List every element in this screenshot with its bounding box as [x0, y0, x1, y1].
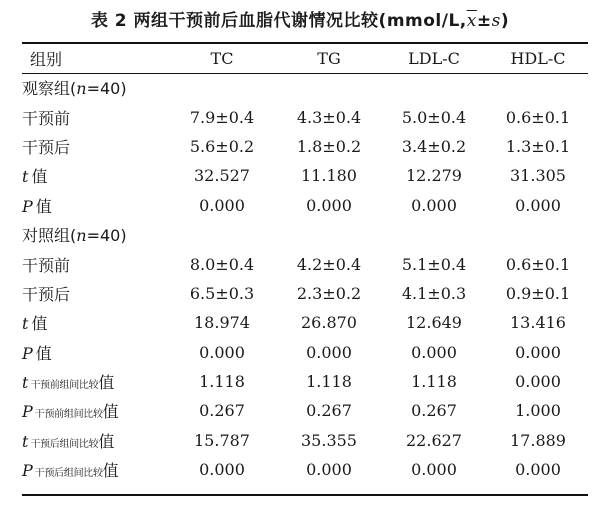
comparison-label-text: 值: [102, 402, 119, 422]
cell-ldl-c: 4.1±0.3: [401, 283, 467, 303]
stat-symbol: P: [22, 196, 33, 216]
group-row: [22, 220, 588, 249]
stat-symbol: t: [22, 314, 29, 334]
table-row: [22, 191, 588, 220]
caption-sd-symbol: s: [491, 11, 501, 31]
row-label-text: 干预前: [22, 108, 71, 128]
caption-close: ): [500, 11, 510, 31]
bottom-rule: [22, 494, 588, 496]
table-row: [22, 308, 588, 337]
cell-hdl-c: 0.000: [515, 342, 561, 362]
group-label: 观察组(n=40): [22, 79, 127, 99]
group-n-value: =40: [86, 226, 121, 246]
table-row: [22, 161, 588, 190]
stat-symbol: t: [22, 373, 29, 393]
row-label-text: 干预后: [22, 137, 71, 157]
cell-tg: 0.000: [306, 195, 352, 215]
cell-tg: 0.000: [306, 342, 352, 362]
cell-tg: 2.3±0.2: [296, 283, 362, 303]
stat-symbol: t: [22, 431, 29, 451]
stat-symbol: P: [22, 343, 33, 363]
row-label: [22, 279, 166, 308]
comparison-label: [22, 396, 166, 425]
cell-ldl-c: 22.627: [406, 430, 462, 450]
cell-ldl-c: 5.1±0.4: [401, 254, 467, 274]
caption-plus-minus: ±: [476, 11, 492, 31]
comparison-label: [22, 367, 166, 396]
cell-tc: 0.000: [199, 195, 245, 215]
header-group: 组别: [30, 50, 63, 69]
row-label: [22, 102, 166, 131]
cell-hdl-c: 1.000: [515, 401, 561, 421]
comparison-row: [22, 426, 588, 455]
row-label: [22, 338, 166, 367]
stat-symbol: P: [22, 402, 33, 422]
cell-ldl-c: 0.000: [411, 195, 457, 215]
comparison-subscript: 干预后组间比较: [30, 438, 99, 450]
cell-tg: 4.3±0.4: [296, 107, 362, 127]
cell-tg: 4.2±0.4: [296, 254, 362, 274]
comparison-label: [22, 455, 166, 484]
cell-tc: 0.267: [199, 401, 245, 421]
table-row: [22, 279, 588, 308]
table-caption: [0, 6, 600, 31]
cell-tc: 7.9±0.4: [189, 107, 255, 127]
cell-ldl-c: 0.000: [411, 342, 457, 362]
row-label: [22, 132, 166, 161]
cell-hdl-c: 1.3±0.1: [505, 136, 571, 156]
caption-unit: (mmol/L,: [378, 11, 467, 31]
row-label: [22, 249, 166, 278]
cell-tc: 32.527: [194, 166, 250, 186]
cell-ldl-c: 0.267: [411, 401, 457, 421]
cell-ldl-c: 5.0±0.4: [401, 107, 467, 127]
comparison-row: [22, 455, 588, 484]
row-label-text: 值: [35, 343, 52, 363]
cell-tc: 0.000: [199, 460, 245, 480]
comparison-label: [22, 426, 166, 455]
comparison-label-text: 值: [98, 373, 115, 393]
comparison-label-text: 值: [102, 461, 119, 481]
cell-hdl-c: 0.6±0.1: [505, 107, 571, 127]
stat-symbol: t: [22, 167, 29, 187]
cell-tc: 15.787: [194, 430, 250, 450]
comparison-label-text: 值: [98, 431, 115, 451]
row-label-text: 值: [35, 196, 52, 216]
table-row: [22, 249, 588, 278]
header-tg: TG: [317, 49, 341, 68]
lipid-table: [22, 44, 588, 484]
cell-ldl-c: 3.4±0.2: [401, 136, 467, 156]
row-label-text: 干预后: [22, 284, 71, 304]
cell-hdl-c: 0.000: [515, 460, 561, 480]
table-row: [22, 102, 588, 131]
cell-hdl-c: 0.000: [515, 195, 561, 215]
cell-tg: 26.870: [301, 313, 357, 333]
comparison-subscript: 干预前组间比较: [34, 409, 103, 421]
cell-hdl-c: 0.000: [515, 372, 561, 392]
cell-hdl-c: 13.416: [510, 313, 566, 333]
row-label-text: 值: [31, 167, 48, 187]
caption-title: 表 2 两组干预前后血脂代谢情况比较: [90, 11, 379, 31]
cell-ldl-c: 1.118: [411, 372, 457, 392]
comparison-row: [22, 367, 588, 396]
cell-hdl-c: 0.9±0.1: [505, 283, 571, 303]
comparison-subscript: 干预后组间比较: [34, 468, 103, 480]
group-label: 对照组(n=40): [22, 226, 127, 246]
cell-tg: 11.180: [301, 166, 357, 186]
group-n-value: =40: [86, 79, 121, 99]
header-hdl-c: HDL-C: [510, 49, 566, 68]
comparison-subscript: 干预前组间比较: [30, 380, 99, 392]
cell-hdl-c: 17.889: [510, 430, 566, 450]
row-label-text: 干预前: [22, 255, 71, 275]
table-row: [22, 338, 588, 367]
table-row: [22, 132, 588, 161]
cell-tc: 0.000: [199, 342, 245, 362]
cell-ldl-c: 12.649: [406, 313, 462, 333]
header-tc: TC: [210, 49, 234, 68]
row-label: [22, 191, 166, 220]
cell-tg: 0.267: [306, 401, 352, 421]
group-row: [22, 73, 588, 102]
group-name: 对照组: [22, 226, 71, 246]
row-label: [22, 161, 166, 190]
comparison-row: [22, 396, 588, 425]
caption-mean-symbol: $\overline{x}$: [466, 11, 477, 31]
cell-tc: 5.6±0.2: [189, 136, 255, 156]
cell-tc: 6.5±0.3: [189, 283, 255, 303]
cell-ldl-c: 12.279: [406, 166, 462, 186]
cell-ldl-c: 0.000: [411, 460, 457, 480]
cell-tc: 18.974: [194, 313, 250, 333]
cell-tg: 1.8±0.2: [296, 136, 362, 156]
row-label-text: 值: [31, 314, 48, 334]
group-n-symbol: n: [76, 226, 87, 246]
header-ldl-c: LDL-C: [408, 49, 460, 68]
header-row: [22, 44, 588, 73]
cell-tc: 8.0±0.4: [189, 254, 255, 274]
cell-hdl-c: 31.305: [510, 166, 566, 186]
table-body: [22, 73, 588, 484]
cell-tg: 35.355: [301, 430, 357, 450]
group-name: 观察组: [22, 79, 71, 99]
cell-tg: 1.118: [306, 372, 352, 392]
cell-tc: 1.118: [199, 372, 245, 392]
stat-symbol: P: [22, 461, 33, 481]
group-n-symbol: n: [76, 79, 87, 99]
cell-tg: 0.000: [306, 460, 352, 480]
cell-hdl-c: 0.6±0.1: [505, 254, 571, 274]
row-label: [22, 308, 166, 337]
